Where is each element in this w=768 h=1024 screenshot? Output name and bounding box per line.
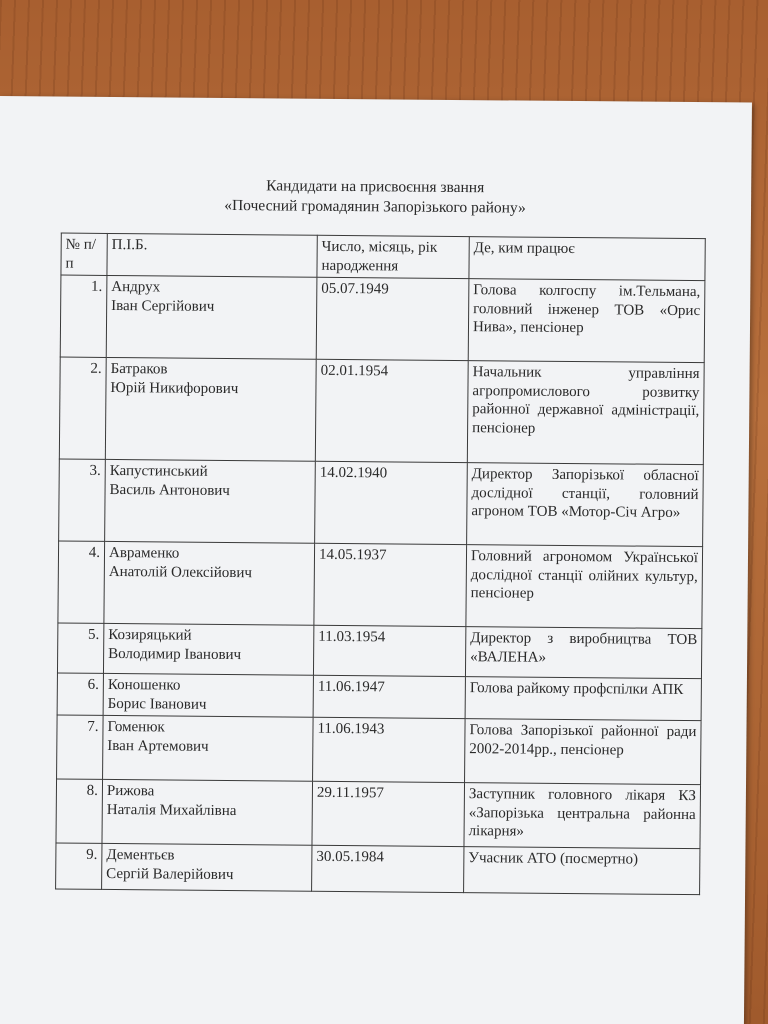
document-subtitle: «Почесний громадянин Запорізького району» (224, 196, 526, 217)
row-number: 2. (59, 357, 106, 459)
table-row (56, 779, 701, 849)
workplace: Учасник АТО (посмертно) (464, 847, 700, 895)
row-number: 4. (58, 541, 105, 623)
table-row (57, 673, 701, 721)
row-number: 1. (60, 275, 107, 357)
person-name (106, 275, 317, 359)
birth-date: 14.05.1937 (314, 543, 467, 626)
workplace: Начальник управління агропромислового розвитку районної державної адміністрації, пенсіонер (467, 361, 704, 465)
surname: Козиряцький (108, 626, 192, 644)
person-name (105, 357, 316, 461)
document-title: Кандидати на присвоєння звання (266, 177, 485, 197)
candidates-table (55, 233, 706, 896)
person-name (102, 843, 312, 891)
birth-date: 05.07.1949 (316, 277, 469, 360)
person-name (102, 779, 313, 845)
surname: Батраков (110, 360, 168, 378)
given-names: Сергій Валерійович (106, 865, 234, 883)
person-name (103, 673, 313, 717)
person-name (104, 541, 315, 625)
given-names: Василь Антонович (109, 481, 230, 499)
birth-date: 11.06.1947 (313, 675, 465, 718)
birth-date: 30.05.1984 (312, 845, 464, 892)
column-header-workplace: Де, ким працює (469, 237, 705, 281)
table-row (59, 459, 704, 547)
surname: Капустинський (109, 462, 208, 480)
birth-date: 29.11.1957 (312, 781, 465, 846)
surname: Рижова (106, 782, 155, 800)
surname: Дементьєв (106, 846, 175, 864)
table-row (56, 843, 700, 895)
given-names: Анатолій Олексійович (108, 563, 253, 581)
paper-sheet (0, 96, 752, 1024)
given-names: Борис Іванович (107, 695, 207, 713)
table-row (59, 357, 704, 465)
column-header-name: П.І.Б. (107, 233, 317, 277)
row-number: 9. (56, 843, 102, 889)
given-names: Володимир Іванович (108, 645, 242, 663)
birth-date: 14.02.1940 (315, 461, 468, 544)
person-name (105, 459, 316, 543)
surname: Гоменюк (107, 718, 165, 736)
table-row (58, 541, 703, 629)
workplace: Головний агрономом Української дослідної станції олійних культур, пенсіонер (466, 545, 703, 629)
row-number: 3. (59, 459, 106, 541)
table-row (60, 275, 705, 363)
given-names: Юрій Никифорович (110, 379, 239, 397)
birth-date: 11.03.1954 (313, 625, 465, 676)
workplace: Директор Запорізької обласної дослідної станції, головний агроном ТОВ «Мотор-Січ Агро» (467, 463, 704, 547)
given-names: Іван Артемович (107, 737, 209, 755)
column-header-birthdate: Число, місяць, рік народження (317, 235, 469, 278)
person-name (103, 623, 313, 675)
workplace: Голова колгоспу ім.Тельмана, головний інженер ТОВ «Орис Нива», пенсіонер (468, 279, 705, 363)
birth-date: 02.01.1954 (315, 359, 468, 462)
surname: Коношенко (107, 676, 181, 694)
table-row (57, 623, 701, 679)
workplace: Заступник головного лікаря КЗ «Запорізька центральна районна лікарня» (464, 783, 701, 849)
surname: Андрух (111, 278, 161, 296)
workplace: Голова райкому профспілки АПК (465, 677, 701, 721)
surname: Авраменко (108, 544, 180, 562)
person-name (103, 715, 314, 781)
row-number: 8. (56, 779, 103, 843)
table-header-row (61, 233, 705, 281)
row-number: 5. (57, 623, 103, 673)
birth-date: 11.06.1943 (313, 717, 466, 782)
table-row (57, 715, 702, 785)
given-names: Наталія Михайлівна (106, 801, 237, 819)
given-names: Іван Сергійович (111, 297, 215, 315)
row-number: 7. (57, 715, 104, 779)
column-header-number: № п/п (61, 233, 107, 275)
workplace: Голова Запорізької районної ради 2002-2014рр., пенсіонер (465, 719, 702, 785)
workplace: Директор з виробництва ТОВ «ВАЛЕНА» (465, 627, 701, 679)
row-number: 6. (57, 673, 103, 715)
